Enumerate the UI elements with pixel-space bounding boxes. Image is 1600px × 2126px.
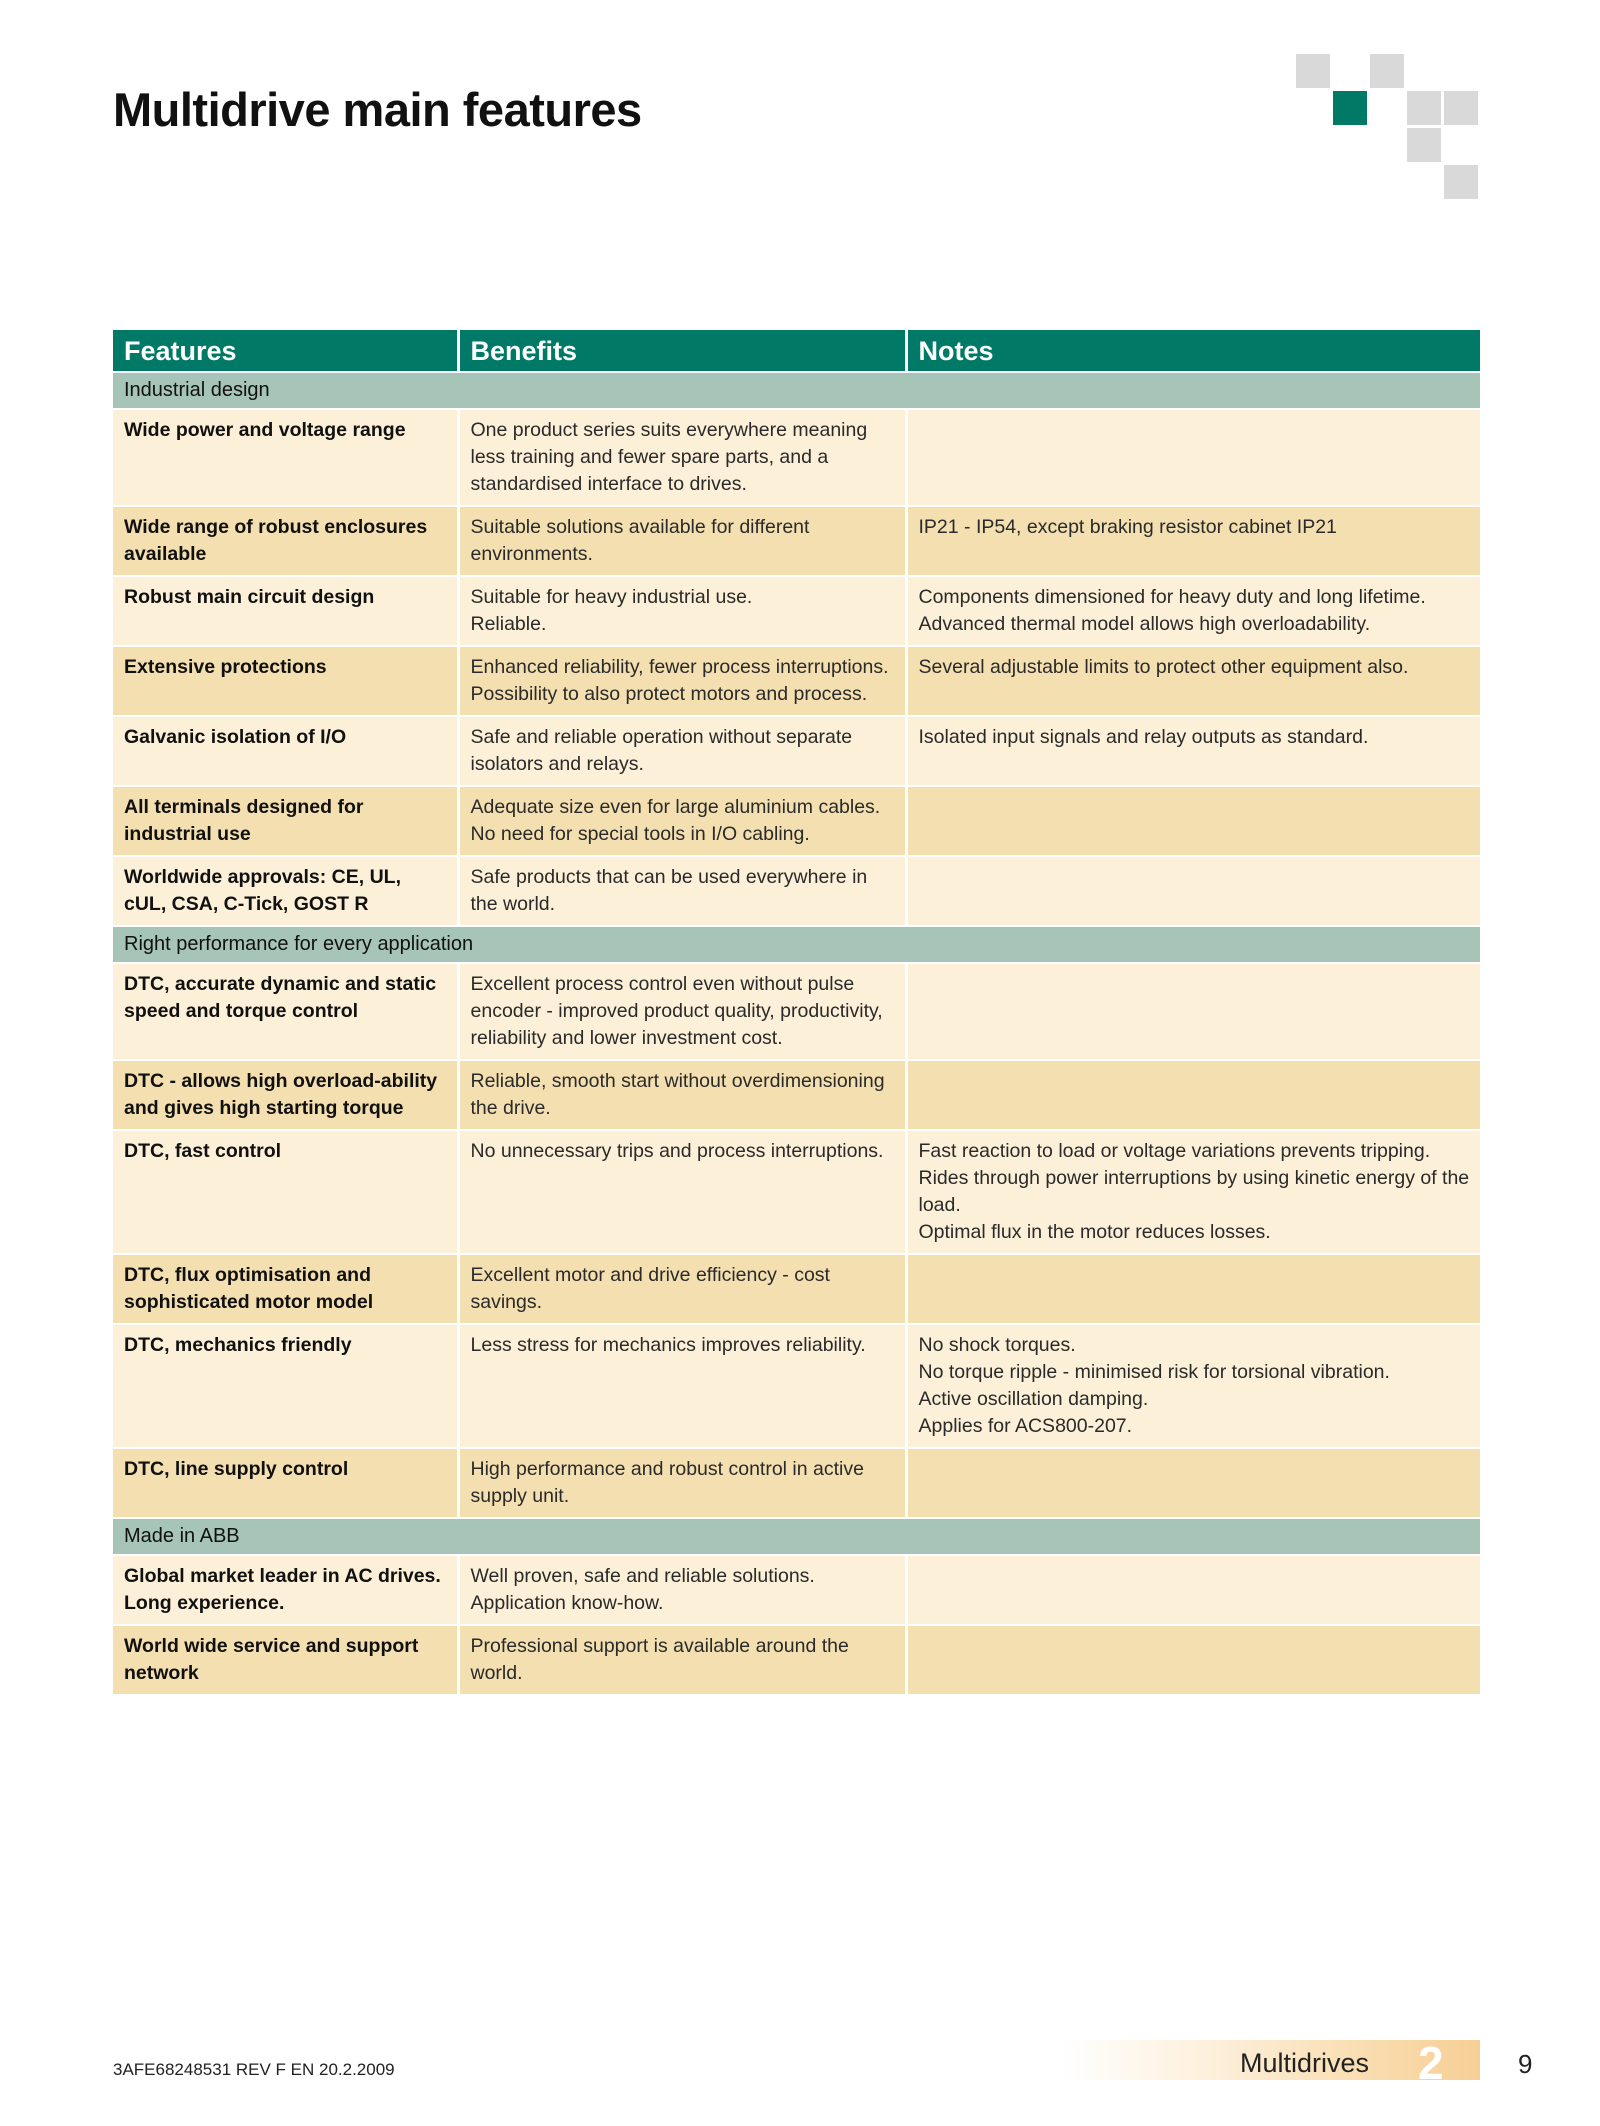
feature-cell: DTC, flux optimisation and sophisticated motor model	[113, 1254, 458, 1324]
note-cell	[906, 786, 1480, 856]
page-title: Multidrive main features	[113, 83, 642, 136]
decor-square-accent	[1333, 91, 1367, 125]
footer-section-label: Multidrives	[1240, 2048, 1370, 2078]
note-cell	[906, 1555, 1480, 1625]
table-row	[113, 576, 1480, 646]
table-row	[113, 1130, 1480, 1254]
table-row	[113, 963, 1480, 1060]
note-cell	[906, 963, 1480, 1060]
feature-cell: DTC, fast control	[113, 1130, 458, 1254]
section-row	[113, 1518, 1480, 1555]
decorative-squares	[0, 0, 1600, 220]
benefit-cell: No unnecessary trips and process interruptions.	[458, 1130, 906, 1254]
benefit-cell: Less stress for mechanics improves reliability.	[458, 1324, 906, 1448]
page-number: 9	[1518, 2049, 1533, 2079]
section-label: Made in ABB	[113, 1518, 1480, 1555]
features-table	[113, 330, 1480, 1694]
decor-square	[1444, 91, 1478, 125]
feature-cell: World wide service and support network	[113, 1625, 458, 1694]
document-code: 3AFE68248531 REV F EN 20.2.2009	[113, 2060, 395, 2079]
feature-cell: Galvanic isolation of I/O	[113, 716, 458, 786]
feature-cell: All terminals designed for industrial use	[113, 786, 458, 856]
feature-cell: Robust main circuit design	[113, 576, 458, 646]
table-row	[113, 1625, 1480, 1694]
note-cell: Several adjustable limits to protect other equipment also.	[906, 646, 1480, 716]
feature-cell: DTC, accurate dynamic and static speed and torque control	[113, 963, 458, 1060]
table-row	[113, 716, 1480, 786]
note-cell: No shock torques. No torque ripple - minimised risk for torsional vibration. Active oscillation damping. Applies for ACS800-207.	[906, 1324, 1480, 1448]
feature-cell: Wide power and voltage range	[113, 409, 458, 506]
footer-chapter-number: 2	[1418, 2037, 1444, 2089]
note-cell	[906, 1060, 1480, 1130]
table-row	[113, 1324, 1480, 1448]
header-benefits: Benefits	[458, 330, 906, 372]
note-cell	[906, 1254, 1480, 1324]
note-cell	[906, 856, 1480, 926]
table-row	[113, 1254, 1480, 1324]
table-row	[113, 856, 1480, 926]
decor-square	[1444, 165, 1478, 199]
table-header-row	[113, 330, 1480, 372]
feature-cell: DTC, line supply control	[113, 1448, 458, 1518]
table-row	[113, 506, 1480, 576]
table-row	[113, 646, 1480, 716]
section-row	[113, 372, 1480, 409]
benefit-cell: One product series suits everywhere meaning less training and fewer spare parts, and a standardised interface to drives.	[458, 409, 906, 506]
benefit-cell: High performance and robust control in active supply unit.	[458, 1448, 906, 1518]
benefit-cell: Enhanced reliability, fewer process interruptions. Possibility to also protect motors and process.	[458, 646, 906, 716]
table-row	[113, 1060, 1480, 1130]
feature-cell: Extensive protections	[113, 646, 458, 716]
benefit-cell: Safe products that can be used everywhere in the world.	[458, 856, 906, 926]
benefit-cell: Suitable for heavy industrial use. Reliable.	[458, 576, 906, 646]
section-label: Industrial design	[113, 372, 1480, 409]
note-cell	[906, 409, 1480, 506]
table-row	[113, 786, 1480, 856]
decor-square	[1407, 91, 1441, 125]
table-body	[113, 372, 1480, 1694]
note-cell: Fast reaction to load or voltage variations prevents tripping. Rides through power interruptions by using kinetic energy of the load. Optimal flux in the motor reduces losses.	[906, 1130, 1480, 1254]
benefit-cell: Suitable solutions available for different environments.	[458, 506, 906, 576]
note-cell: IP21 - IP54, except braking resistor cabinet IP21	[906, 506, 1480, 576]
benefit-cell: Adequate size even for large aluminium cables. No need for special tools in I/O cabling.	[458, 786, 906, 856]
benefit-cell: Excellent motor and drive efficiency - cost savings.	[458, 1254, 906, 1324]
benefit-cell: Safe and reliable operation without separate isolators and relays.	[458, 716, 906, 786]
feature-cell: DTC, mechanics friendly	[113, 1324, 458, 1448]
benefit-cell: Well proven, safe and reliable solutions. Application know-how.	[458, 1555, 906, 1625]
feature-cell: DTC - allows high overload-ability and gives high starting torque	[113, 1060, 458, 1130]
header-features: Features	[113, 330, 458, 372]
note-cell: Components dimensioned for heavy duty and long lifetime. Advanced thermal model allows high overloadability.	[906, 576, 1480, 646]
feature-cell: Worldwide approvals: CE, UL, cUL, CSA, C-Tick, GOST R	[113, 856, 458, 926]
feature-cell: Global market leader in AC drives. Long experience.	[113, 1555, 458, 1625]
table-row	[113, 1448, 1480, 1518]
decor-square	[1296, 54, 1330, 88]
note-cell: Isolated input signals and relay outputs as standard.	[906, 716, 1480, 786]
table-row	[113, 409, 1480, 506]
note-cell	[906, 1448, 1480, 1518]
decor-square	[1370, 54, 1404, 88]
decor-square	[1407, 128, 1441, 162]
table-row	[113, 1555, 1480, 1625]
benefit-cell: Reliable, smooth start without overdimensioning the drive.	[458, 1060, 906, 1130]
benefit-cell: Excellent process control even without pulse encoder - improved product quality, productivity, reliability and lower investment cost.	[458, 963, 906, 1060]
section-label: Right performance for every application	[113, 926, 1480, 963]
feature-cell: Wide range of robust enclosures available	[113, 506, 458, 576]
header-notes: Notes	[906, 330, 1480, 372]
benefit-cell: Professional support is available around the world.	[458, 1625, 906, 1694]
section-row	[113, 926, 1480, 963]
note-cell	[906, 1625, 1480, 1694]
